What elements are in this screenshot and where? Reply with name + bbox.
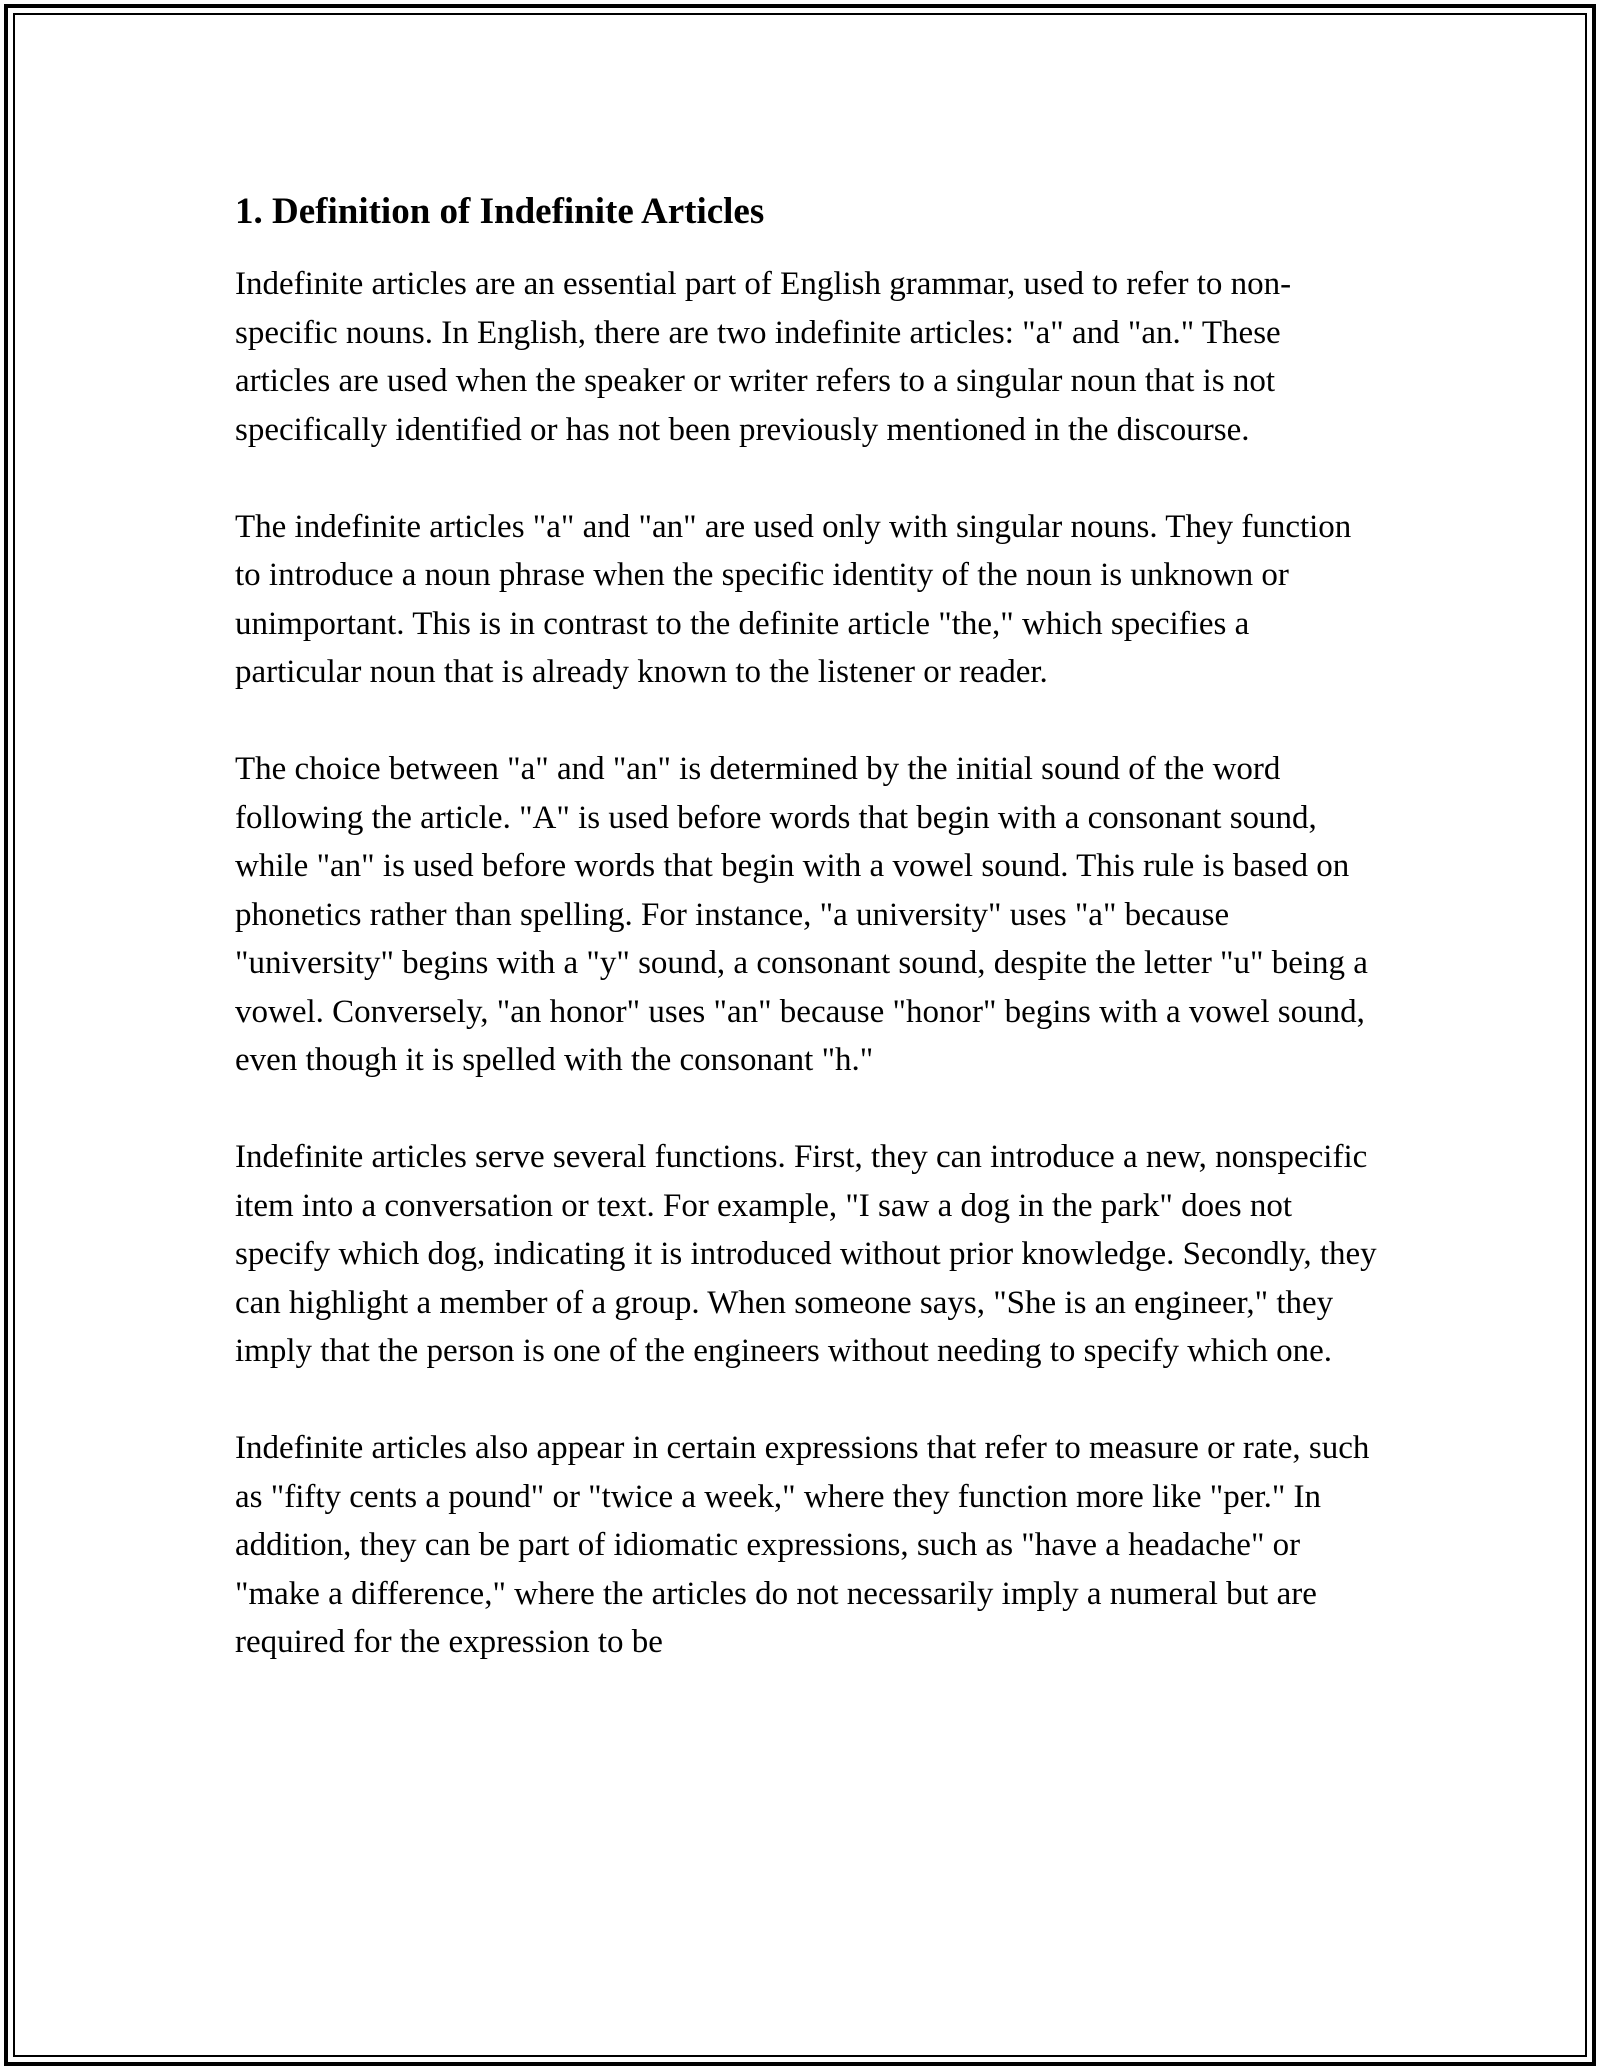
paragraph-expressions: Indefinite articles also appear in certain expressions that refer to measure or rate, such as "fifty cents a pound" or "twice a week," where they function more like "per." In addition, they can be part of idiomatic expressions, such as "have a headache" or "make a difference," where the articles do not necessarily imply a numeral but are required for the expression to be [235,1430,1370,1660]
paragraph-definition: Indefinite articles are an essential part of English grammar, used to refer to non-specific nouns. In English, there are two indefinite articles: "a" and "an." These articles are used when the speaker or writer refers to a singular noun that is not specifically identified or has not been previously mentioned in the discourse. [235,266,1292,448]
document-body [235,186,1380,1667]
section-heading: 1. Definition of Indefinite Articles [235,191,765,232]
paragraph-functions: Indefinite articles serve several functions. First, they can introduce a new, nonspecific item into a conversation or text. For example, "I saw a dog in the park" does not specify which dog, indicating it is introduced without prior knowledge. Secondly, they can highlight a member of a group. When someone says, "She is an engineer," they imply that the person is one of the engineers without needing to specify which one. [235,1139,1377,1369]
paragraph-a-vs-an: The choice between "a" and "an" is determined by the initial sound of the word following the article. "A" is used before words that begin with a consonant sound, while "an" is used before words that begin with a vowel sound. This rule is based on phonetics rather than spelling. For instance, "a university" uses "a" because "university" begins with a "y" sound, a consonant sound, despite the letter "u" being a vowel. Conversely, "an honor" uses "an" because "honor" begins with a vowel sound, even though it is spelled with the consonant "h." [235,751,1368,1078]
paragraph-singular-nouns: The indefinite articles "a" and "an" are used only with singular nouns. They function to introduce a noun phrase when the specific identity of the noun is unknown or unimportant. This is in contrast to the definite article "the," which specifies a particular noun that is already known to the listener or reader. [235,508,1352,690]
